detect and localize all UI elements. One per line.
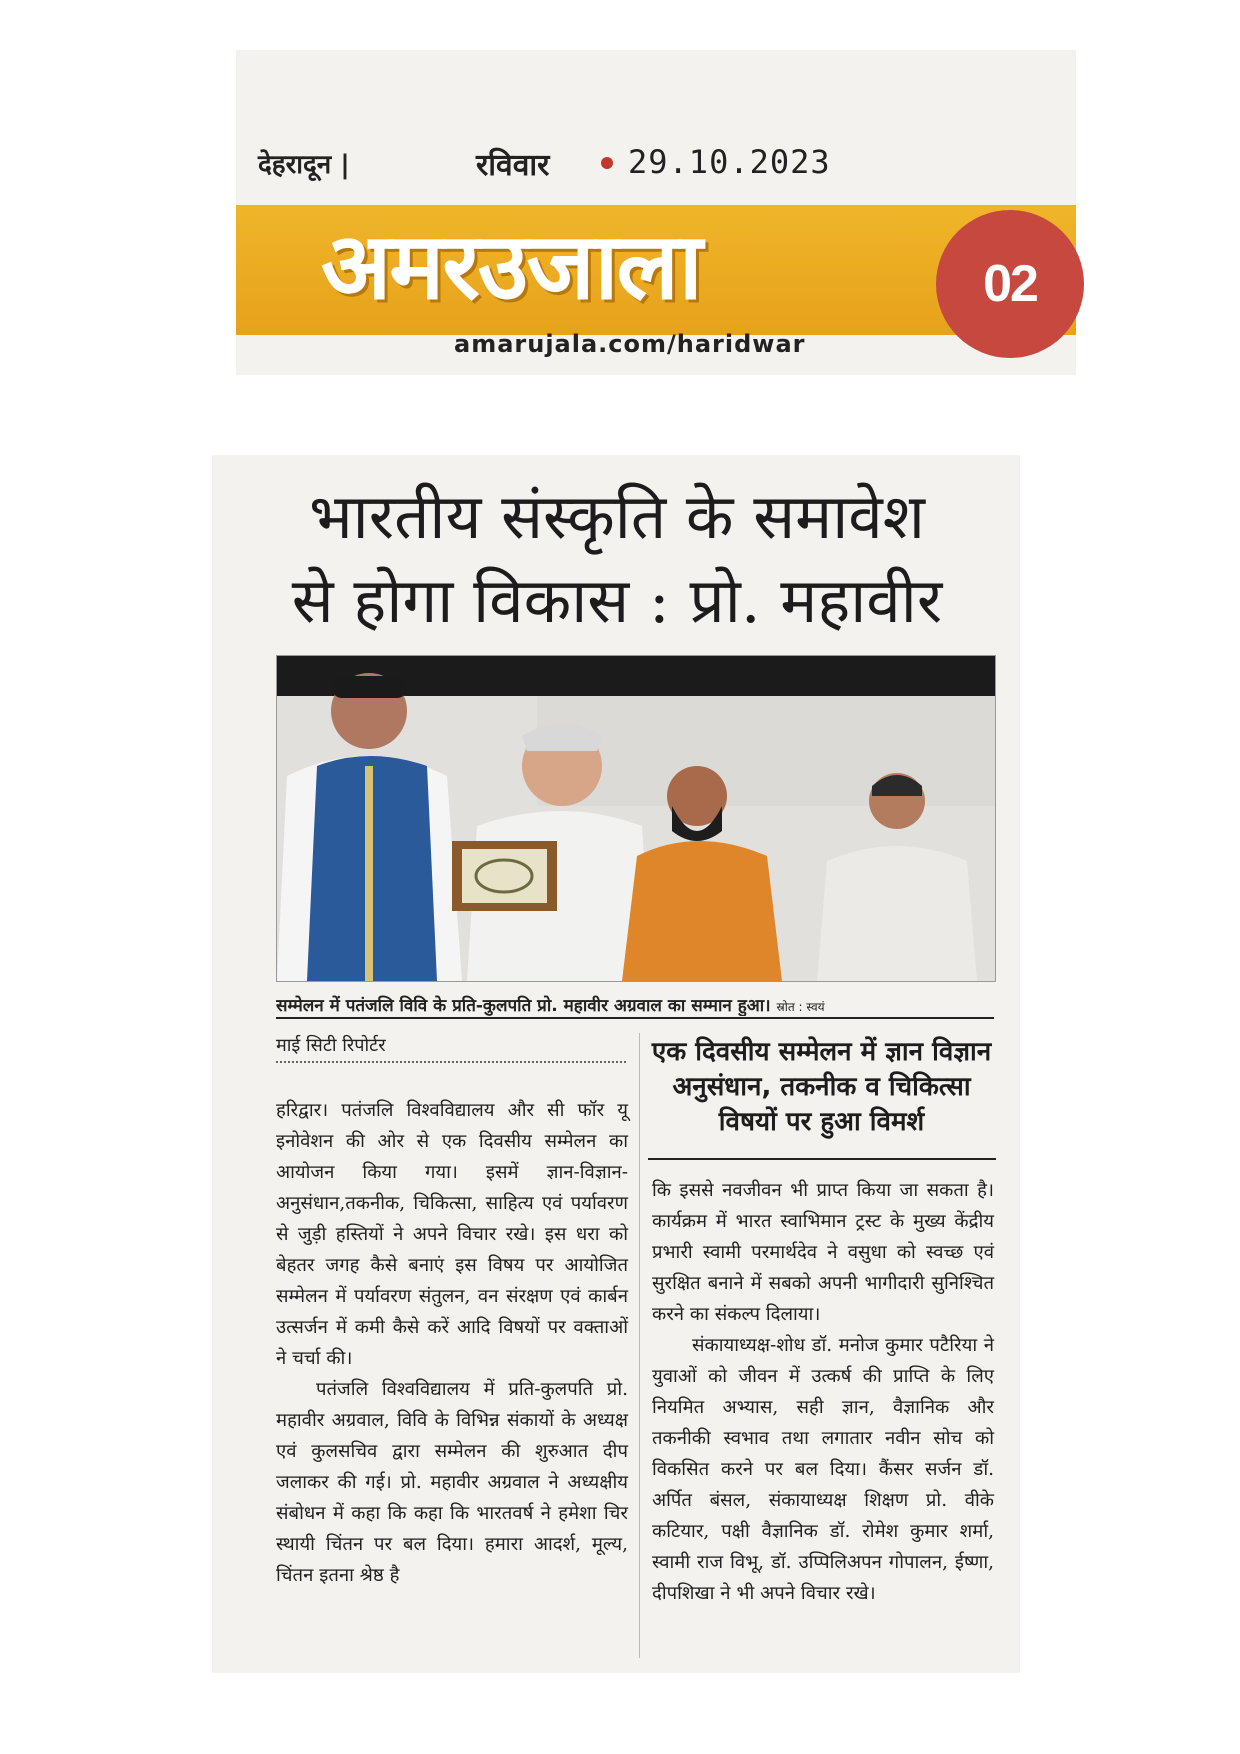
article-clipping — [212, 455, 1020, 1673]
headline — [247, 475, 987, 643]
article-column-left — [276, 1095, 628, 1591]
newspaper-url: amarujala.com/haridwar — [454, 330, 806, 358]
subheading: एक दिवसीय सम्मेलन में ज्ञान विज्ञान अनुसंधान, तकनीक व चिकित्सा विषयों पर हुआ विमर्श — [651, 1037, 992, 1137]
photo-caption — [276, 993, 994, 1016]
paragraph-3: कि इससे नवजीवन भी प्राप्त किया जा सकता है। कार्यक्रम में भारत स्वाभिमान ट्रस्ट के मुख्य केंद्रीय प्रभारी स्वामी परमार्थदेव ने वसुधा को स्वच्छ एवं सुरक्षित बनाने में सबको अपनी भागीदारी सुनिश्चित करने का संकल्प दिलाया। — [652, 1180, 994, 1325]
byline-divider — [276, 1061, 626, 1063]
headline-line-1: भारतीय संस्कृति के समावेश — [309, 480, 925, 553]
photo-illustration — [277, 656, 995, 981]
paragraph-4: संकायाध्यक्ष-शोध डॉ. मनोज कुमार पटैरिया ने युवाओं को जीवन में उत्कर्ष की प्राप्ति के लिए नियमित अभ्यास, सही ज्ञान, वैज्ञानिक और तकनीकी स्वभाव तथा लगातार नवीन सोच को विकसित करने पर बल दिया। कैंसर सर्जन डॉ. अर्पित बंसल, संकायाध्यक्ष शिक्षण प्रो. वीके कटियार, पक्षी वैज्ञानिक डॉ. रोमेश कुमार शर्मा, स्वामी राज विभू, डॉ. उप्पिलिअपन गोपालन, ईष्णा, दीपशिखा ने भी अपने विचार रखे। — [652, 1335, 994, 1604]
headline-line-2: से होगा विकास : प्रो. महावीर — [291, 564, 943, 637]
bullet-dot-icon — [601, 157, 613, 169]
masthead-band — [236, 205, 1076, 335]
masthead-clipping — [236, 50, 1076, 375]
article-column-right — [652, 1175, 994, 1609]
article-photo — [276, 655, 996, 982]
photo-caption-text: सम्मेलन में पतंजलि विवि के प्रति-कुलपति प्रो. महावीर अग्रवाल का सम्मान हुआ। — [276, 996, 771, 1016]
newspaper-logo: अमरउजाला — [321, 213, 701, 320]
edition-day: रविवार — [476, 148, 550, 183]
masthead-top-line — [236, 145, 1076, 195]
byline: माई सिटी रिपोर्टर — [276, 1035, 386, 1056]
caption-rule — [276, 1017, 994, 1019]
subheading-rule — [648, 1158, 996, 1160]
paragraph-2: पतंजलि विश्वविद्यालय में प्रति-कुलपति प्रो. महावीर अग्रवाल, विवि के विभिन्न संकायों के अध्यक्ष एवं कुलसचिव द्वारा सम्मेलन की शुरुआत दीप जलाकर की गई। प्रो. महावीर अग्रवाल ने अध्यक्षीय संबोधन में कहा कि कहा कि भारतवर्ष ने हमेशा चिर स्थायी चिंतन पर बल दिया। हमारा आदर्श, मूल्य, चिंतन इतना श्रेष्ठ है — [276, 1379, 628, 1586]
column-divider — [639, 1033, 640, 1658]
edition-date: 29.10.2023 — [628, 143, 831, 181]
photo-source: स्रोत : स्वयं — [776, 1000, 825, 1014]
edition-city: देहरादून | — [258, 150, 350, 180]
page-number-badge: 02 — [936, 210, 1084, 358]
paragraph-1: हरिद्वार। पतंजलि विश्वविद्यालय और सी फॉर यू इनोवेशन की ओर से एक दिवसीय सम्मेलन का आयोजन किया गया। इसमें ज्ञान-विज्ञान-अनुसंधान,तकनीक, चिकित्सा, साहित्य एवं पर्यावरण से जुड़ी हस्तियों ने अपने विचार रखे। इस धरा को बेहतर जगह कैसे बनाएं इस विषय पर आयोजित सम्मेलन में पर्यावरण संतुलन, वन संरक्षण एवं कार्बन उत्सर्जन में कमी कैसे करें आदि विषयों पर वक्ताओं ने चर्चा की। — [276, 1100, 628, 1369]
